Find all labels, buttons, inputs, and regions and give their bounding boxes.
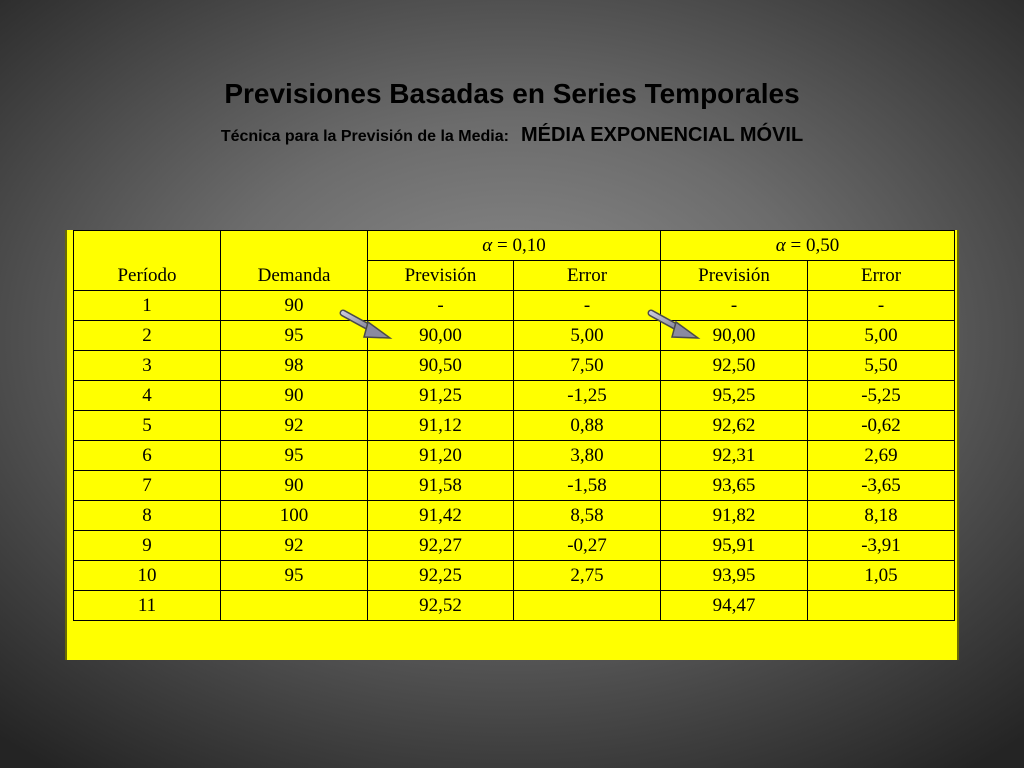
cell-error-010: -1,58 — [514, 471, 661, 501]
cell-error-050: -0,62 — [808, 411, 955, 441]
cell-error-050: 5,00 — [808, 321, 955, 351]
cell-error-010: -1,25 — [514, 381, 661, 411]
cell-prevision-010: 91,12 — [368, 411, 514, 441]
cell-error-050: 5,50 — [808, 351, 955, 381]
cell-error-050 — [808, 591, 955, 621]
cell-periodo: 6 — [74, 441, 221, 471]
cell-prevision-010: 90,00 — [368, 321, 514, 351]
alpha-symbol: α — [482, 235, 493, 256]
col-header-periodo: Período — [74, 231, 221, 291]
cell-prevision-050: 93,65 — [661, 471, 808, 501]
cell-prevision-010: 91,42 — [368, 501, 514, 531]
cell-prevision-010: 92,25 — [368, 561, 514, 591]
cell-prevision-050: 90,00 — [661, 321, 808, 351]
alpha-symbol: α — [775, 235, 786, 256]
cell-periodo: 7 — [74, 471, 221, 501]
cell-prevision-050: 91,82 — [661, 501, 808, 531]
alpha-value: = 0,50 — [785, 235, 840, 256]
cell-error-010 — [514, 591, 661, 621]
cell-error-010: 0,88 — [514, 411, 661, 441]
col-header-prevision: Previsión — [368, 261, 514, 291]
cell-prevision-050: 93,95 — [661, 561, 808, 591]
cell-error-050: -5,25 — [808, 381, 955, 411]
table-row — [74, 351, 955, 381]
cell-periodo: 5 — [74, 411, 221, 441]
col-header-error: Error — [808, 261, 955, 291]
table-row — [74, 441, 955, 471]
cell-demanda — [221, 591, 368, 621]
cell-prevision-050: 95,91 — [661, 531, 808, 561]
cell-demanda: 98 — [221, 351, 368, 381]
cell-prevision-010: 92,52 — [368, 591, 514, 621]
cell-prevision-010: 91,58 — [368, 471, 514, 501]
alpha-value: = 0,10 — [492, 235, 546, 256]
table-row — [74, 411, 955, 441]
cell-prevision-050: 92,31 — [661, 441, 808, 471]
cell-demanda: 95 — [221, 561, 368, 591]
cell-periodo: 9 — [74, 531, 221, 561]
subtitle-prefix: Técnica para la Previsión de la Media: — [220, 128, 509, 145]
cell-error-010: 2,75 — [514, 561, 661, 591]
cell-error-050: 1,05 — [808, 561, 955, 591]
table-row — [74, 321, 955, 351]
cell-error-010: 5,00 — [514, 321, 661, 351]
group-header-alpha-010 — [368, 231, 661, 261]
table-row — [74, 531, 955, 561]
cell-prevision-050: 92,62 — [661, 411, 808, 441]
cell-periodo: 8 — [74, 501, 221, 531]
header-row-groups — [74, 231, 955, 261]
table-row — [74, 591, 955, 621]
cell-error-010: 7,50 — [514, 351, 661, 381]
table-row — [74, 501, 955, 531]
cell-prevision-010: - — [368, 291, 514, 321]
cell-periodo: 3 — [74, 351, 221, 381]
cell-periodo: 1 — [74, 291, 221, 321]
slide-subtitle — [0, 124, 1024, 147]
forecast-table — [73, 230, 955, 621]
table-row — [74, 381, 955, 411]
col-header-demanda: Demanda — [221, 231, 368, 291]
cell-error-050: -3,91 — [808, 531, 955, 561]
col-header-prevision: Previsión — [661, 261, 808, 291]
cell-demanda: 90 — [221, 381, 368, 411]
cell-demanda: 95 — [221, 441, 368, 471]
cell-demanda: 90 — [221, 471, 368, 501]
cell-error-050: -3,65 — [808, 471, 955, 501]
table-row — [74, 471, 955, 501]
cell-prevision-050: - — [661, 291, 808, 321]
cell-error-010: -0,27 — [514, 531, 661, 561]
cell-periodo: 2 — [74, 321, 221, 351]
cell-demanda: 92 — [221, 411, 368, 441]
group-header-alpha-050 — [661, 231, 955, 261]
cell-error-050: 2,69 — [808, 441, 955, 471]
cell-prevision-010: 90,50 — [368, 351, 514, 381]
cell-demanda: 100 — [221, 501, 368, 531]
cell-prevision-050: 95,25 — [661, 381, 808, 411]
cell-prevision-050: 92,50 — [661, 351, 808, 381]
slide-title: Previsiones Basadas en Series Temporales — [224, 78, 800, 109]
cell-error-010: 8,58 — [514, 501, 661, 531]
cell-prevision-010: 91,20 — [368, 441, 514, 471]
col-header-error: Error — [514, 261, 661, 291]
subtitle-method: MÉDIA EXPONENCIAL MÓVIL — [520, 124, 804, 146]
cell-error-010: - — [514, 291, 661, 321]
cell-demanda: 95 — [221, 321, 368, 351]
cell-error-050: 8,18 — [808, 501, 955, 531]
cell-error-050: - — [808, 291, 955, 321]
cell-periodo: 10 — [74, 561, 221, 591]
cell-demanda: 92 — [221, 531, 368, 561]
table-panel — [65, 230, 959, 660]
table-row — [74, 561, 955, 591]
cell-demanda: 90 — [221, 291, 368, 321]
cell-error-010: 3,80 — [514, 441, 661, 471]
cell-periodo: 11 — [74, 591, 221, 621]
cell-periodo: 4 — [74, 381, 221, 411]
cell-prevision-050: 94,47 — [661, 591, 808, 621]
cell-prevision-010: 92,27 — [368, 531, 514, 561]
cell-prevision-010: 91,25 — [368, 381, 514, 411]
table-row — [74, 291, 955, 321]
